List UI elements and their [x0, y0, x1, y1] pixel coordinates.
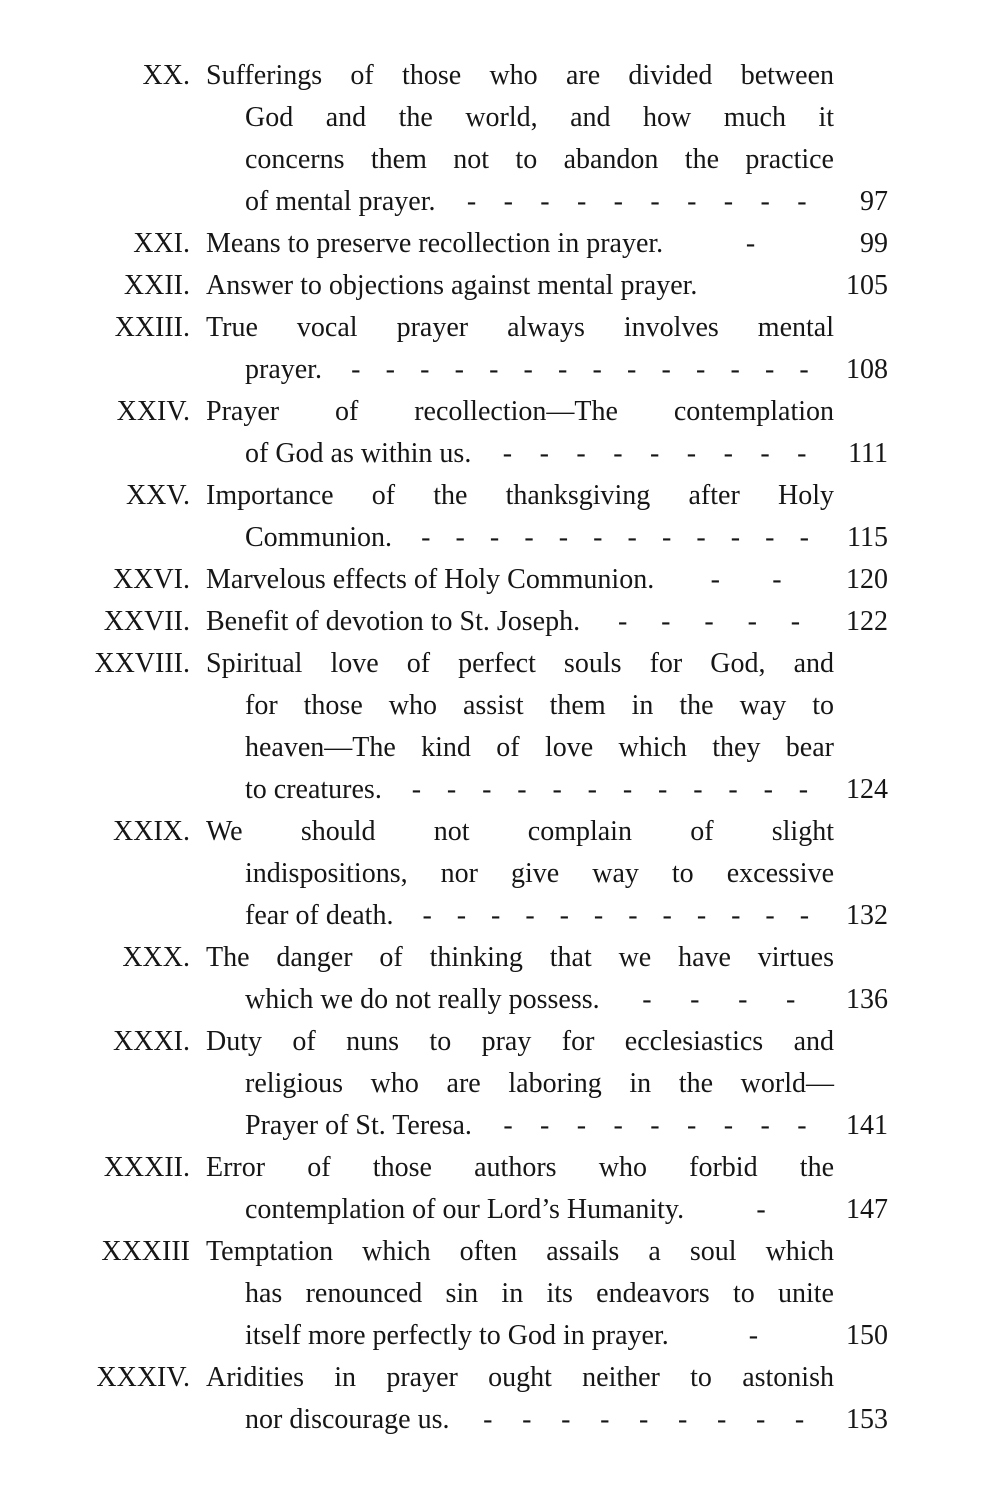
chapter-title-last-line: [245, 517, 888, 559]
chapter-title-line: heaven—The kind of love which they bear: [245, 732, 834, 763]
leader-dash: -: [687, 186, 697, 217]
leader-dash: -: [797, 438, 807, 469]
chapter-title-line: concerns them not to abandon the practice: [245, 144, 834, 175]
leader-dash: -: [517, 774, 527, 805]
leader-dash: -: [772, 564, 782, 595]
chapter-title-line: Aridities in prayer ought neither to astonish: [206, 1362, 834, 1393]
chapter-numeral: XXIII.: [114, 312, 190, 343]
chapter-title-line: We should not complain of slight: [206, 816, 834, 847]
leader-dash: -: [489, 354, 499, 385]
leader-dash: -: [745, 228, 756, 259]
chapter-title-line: indispositions, nor give way to excessive: [245, 858, 834, 889]
toc-entry: [0, 1231, 888, 1357]
chapter-title-text: Marvelous effects of Holy Communion.: [206, 564, 655, 595]
toc-entry: [0, 391, 888, 475]
leader-dash: -: [502, 438, 513, 469]
chapter-numeral: XXXI.: [113, 1026, 190, 1057]
page-number: 111: [848, 438, 888, 469]
chapter-title-line: for those who assist them in the way to: [245, 690, 834, 721]
leader-dash: -: [738, 984, 748, 1015]
leader-dash: -: [539, 438, 549, 469]
leader-dash: -: [797, 186, 807, 217]
leader-dash: -: [765, 522, 775, 553]
chapter-title-last-line: [245, 1315, 888, 1357]
chapter-title-last-line: [245, 433, 888, 475]
chapter-title-line: God and the world, and how much it: [245, 102, 834, 133]
leader-dash: -: [525, 900, 535, 931]
leader-dash: -: [622, 774, 633, 805]
chapter-title-last-line: [245, 181, 888, 223]
leader-dash: -: [627, 354, 637, 385]
chapter-title-line: Sufferings of those who are divided between: [206, 60, 834, 91]
leader-dash: -: [455, 522, 465, 553]
page-number: 124: [846, 774, 888, 805]
chapter-title-line: Spiritual love of perfect souls for God, and: [206, 648, 834, 679]
leader-dash: -: [760, 186, 770, 217]
chapter-title: [206, 601, 888, 643]
leader-dash: -: [576, 438, 586, 469]
toc-entry: [0, 811, 888, 937]
chapter-numeral: XXIV.: [116, 396, 190, 427]
chapter-title: [206, 391, 888, 475]
leader-dash: -: [730, 354, 740, 385]
leader-dash: -: [730, 522, 741, 553]
leader-dash: -: [763, 774, 773, 805]
leader-dash: -: [351, 354, 361, 385]
leader-dash: -: [693, 774, 703, 805]
leader-dash: -: [593, 522, 603, 553]
dot-leader: [382, 769, 838, 811]
leader-dash: -: [466, 186, 477, 217]
chapter-title-line: The danger of thinking that we have virtues: [206, 942, 834, 973]
chapter-title: [206, 307, 888, 391]
leader-dash: -: [483, 1404, 493, 1435]
toc-entry: [0, 55, 888, 223]
chapter-title-last-line: [206, 223, 888, 265]
leader-dash: -: [658, 774, 668, 805]
chapter-numeral: XXVI.: [113, 564, 190, 595]
dot-leader: [471, 433, 838, 475]
page-number: 132: [846, 900, 888, 931]
leader-dash: -: [661, 606, 671, 637]
leader-dash: -: [385, 354, 395, 385]
page-number: 99: [860, 228, 888, 259]
leader-dash: -: [686, 1110, 697, 1141]
chapter-title-last-line: [206, 559, 888, 601]
chapter-title-last-line: [245, 979, 888, 1021]
leader-dash: -: [454, 354, 464, 385]
chapter-title: [206, 643, 888, 811]
chapter-title-last-line: [206, 265, 888, 307]
leader-dash: -: [756, 1194, 766, 1225]
leader-dash: -: [592, 354, 602, 385]
toc-entry: [0, 475, 888, 559]
leader-dash: -: [797, 1110, 807, 1141]
toc-entries: [0, 55, 888, 1441]
leader-dash: -: [420, 354, 430, 385]
chapter-title-text: Communion.: [245, 522, 393, 553]
leader-dash: -: [456, 900, 467, 931]
toc-entry: [0, 223, 888, 265]
page-number: 136: [846, 984, 888, 1015]
leader-dash: -: [755, 1404, 766, 1435]
leader-dash: -: [593, 900, 604, 931]
leader-dash: -: [422, 900, 432, 931]
leader-dash: -: [639, 1404, 649, 1435]
chapter-title-last-line: [245, 1189, 888, 1231]
chapter-title: [206, 1357, 888, 1441]
leader-dash: -: [686, 438, 697, 469]
chapter-title-text: itself more perfectly to God in prayer.: [245, 1320, 669, 1351]
toc-entry: [0, 559, 888, 601]
leader-dash: -: [723, 438, 733, 469]
leader-dash: -: [503, 1110, 513, 1141]
chapter-title-line: Prayer of recollection—The contemplation: [206, 396, 834, 427]
chapter-title-text: Answer to objections against mental prayer.: [206, 270, 698, 301]
page-number: 147: [846, 1194, 888, 1225]
chapter-title-text: of mental prayer.: [245, 186, 436, 217]
chapter-title-line: Importance of the thanksgiving after Holy: [206, 480, 834, 511]
leader-dash: -: [790, 606, 801, 637]
leader-dash: -: [524, 522, 534, 553]
chapter-title-text: fear of death.: [245, 900, 394, 931]
leader-dash: -: [649, 438, 660, 469]
leader-dash: -: [723, 1110, 734, 1141]
leader-dash: -: [411, 774, 422, 805]
chapter-title-last-line: [245, 769, 888, 811]
toc-entry: [0, 1357, 888, 1441]
leader-dash: -: [503, 186, 513, 217]
leader-dash: -: [446, 774, 457, 805]
leader-dash: -: [642, 984, 652, 1015]
leader-dash: -: [482, 774, 492, 805]
toc-entry: [0, 1021, 888, 1147]
leader-dash: -: [552, 774, 562, 805]
leader-dash: -: [489, 522, 500, 553]
leader-dash: -: [747, 606, 757, 637]
page-number: 153: [846, 1404, 888, 1435]
leader-dash: -: [695, 354, 706, 385]
chapter-title-text: of God as within us.: [245, 438, 472, 469]
dot-leader: [393, 895, 838, 937]
chapter-title-text: Prayer of St. Teresa.: [245, 1110, 472, 1141]
leader-dash: -: [678, 1404, 688, 1435]
chapter-title-line: religious who are laboring in the world—: [245, 1068, 834, 1099]
chapter-numeral: XXII.: [123, 270, 190, 301]
chapter-title-line: True vocal prayer always involves mental: [206, 312, 834, 343]
chapter-title-line: has renounced sin in its endeavors to unite: [245, 1278, 834, 1309]
chapter-title-line: Error of those authors who forbid the: [206, 1152, 834, 1183]
leader-dash: -: [696, 522, 706, 553]
leader-dash: -: [765, 900, 775, 931]
toc-entry: [0, 1147, 888, 1231]
page-number: 108: [846, 354, 888, 385]
chapter-numeral: XXV.: [125, 480, 190, 511]
chapter-title-last-line: [245, 349, 888, 391]
chapter-numeral: XXIX.: [113, 816, 190, 847]
leader-dash: -: [696, 900, 707, 931]
leader-dash: -: [723, 186, 734, 217]
chapter-numeral: XXXII.: [103, 1152, 190, 1183]
leader-dash: -: [731, 900, 741, 931]
chapter-title: [206, 937, 888, 1021]
chapter-numeral: XXX.: [122, 942, 190, 973]
toc-entry: [0, 937, 888, 1021]
page-number: 122: [846, 606, 888, 637]
leader-dash: -: [628, 900, 638, 931]
leader-dash: -: [716, 1404, 727, 1435]
leader-dash: -: [764, 354, 775, 385]
chapter-title: [206, 265, 888, 307]
chapter-title-text: which we do not really possess.: [245, 984, 600, 1015]
toc-entry: [0, 643, 888, 811]
leader-dash: -: [613, 1110, 623, 1141]
leader-dash: -: [613, 438, 623, 469]
chapter-title: [206, 55, 888, 223]
leader-dash: -: [799, 900, 810, 931]
leader-dash: -: [650, 1110, 660, 1141]
dot-leader: [392, 517, 838, 559]
chapter-title: [206, 811, 888, 937]
chapter-title: [206, 475, 888, 559]
leader-dash: -: [690, 984, 700, 1015]
leader-dash: -: [661, 354, 671, 385]
leader-dash: -: [558, 522, 569, 553]
dot-leader: [684, 1189, 838, 1231]
leader-dash: -: [794, 1404, 805, 1435]
chapter-title-text: contemplation of our Lord’s Humanity.: [245, 1194, 685, 1225]
leader-dash: -: [786, 984, 796, 1015]
chapter-title: [206, 1231, 888, 1357]
dot-leader: [663, 223, 838, 265]
leader-dash: -: [523, 354, 533, 385]
leader-dash: -: [798, 774, 809, 805]
chapter-numeral: XXXIV.: [96, 1362, 190, 1393]
chapter-numeral: XXI.: [133, 228, 190, 259]
chapter-title: [206, 559, 888, 601]
chapter-numeral: XXVIII.: [94, 648, 190, 679]
leader-dash: -: [576, 1110, 587, 1141]
leader-dash: -: [799, 354, 809, 385]
toc-entry: [0, 601, 888, 643]
leader-dash: -: [587, 774, 597, 805]
leader-dash: -: [627, 522, 637, 553]
dot-leader: [472, 1105, 838, 1147]
leader-dash: -: [760, 1110, 770, 1141]
toc-entry: [0, 265, 888, 307]
chapter-numeral: XXVII.: [103, 606, 190, 637]
leader-dash: -: [576, 186, 587, 217]
chapter-title-last-line: [206, 601, 888, 643]
chapter-title-last-line: [245, 1105, 888, 1147]
leader-dash: -: [704, 606, 714, 637]
page-number: 105: [846, 270, 888, 301]
chapter-title-last-line: [245, 895, 888, 937]
chapter-title: [206, 1021, 888, 1147]
leader-dash: -: [561, 1404, 571, 1435]
chapter-title-text: to creatures.: [245, 774, 382, 805]
leader-dash: -: [613, 186, 623, 217]
page-number: 115: [847, 522, 888, 553]
leader-dash: -: [559, 900, 569, 931]
toc-entry: [0, 307, 888, 391]
leader-dash: -: [600, 1404, 610, 1435]
page-number: 120: [846, 564, 888, 595]
leader-dash: -: [728, 774, 738, 805]
chapter-title-text: nor discourage us.: [245, 1404, 450, 1435]
leader-dash: -: [662, 900, 672, 931]
leader-dash: -: [748, 1320, 759, 1351]
dot-leader: [600, 979, 838, 1021]
leader-dash: -: [799, 522, 809, 553]
leader-dash: -: [650, 186, 660, 217]
chapter-numeral: XX.: [142, 60, 190, 91]
dot-leader: [654, 559, 838, 601]
leader-dash: -: [558, 354, 568, 385]
leader-dash: -: [540, 186, 550, 217]
leader-dash: -: [710, 564, 720, 595]
dot-leader: [435, 181, 838, 223]
leader-dash: -: [760, 438, 770, 469]
chapter-title-text: Means to preserve recollection in prayer.: [206, 228, 664, 259]
leader-dash: -: [491, 900, 501, 931]
chapter-title-text: Benefit of devotion to St. Joseph.: [206, 606, 581, 637]
chapter-title-line: Duty of nuns to pray for ecclesiastics and: [206, 1026, 834, 1057]
leader-dash: -: [522, 1404, 532, 1435]
dot-leader: [669, 1315, 838, 1357]
leader-dash: -: [421, 522, 431, 553]
chapter-title: [206, 1147, 888, 1231]
chapter-title-text: prayer.: [245, 354, 322, 385]
page-number: 97: [860, 186, 888, 217]
leader-dash: -: [661, 522, 672, 553]
chapter-numeral: XXXIII: [101, 1236, 190, 1267]
dot-leader: [322, 349, 838, 391]
chapter-title-last-line: [245, 1399, 888, 1441]
dot-leader: [450, 1399, 838, 1441]
chapter-title-line: Temptation which often assails a soul which: [206, 1236, 834, 1267]
leader-dash: -: [540, 1110, 550, 1141]
chapter-title: [206, 223, 888, 265]
dot-leader: [580, 601, 838, 643]
page-number: 141: [846, 1110, 888, 1141]
leader-dash: -: [617, 606, 628, 637]
page-number: 150: [846, 1320, 888, 1351]
